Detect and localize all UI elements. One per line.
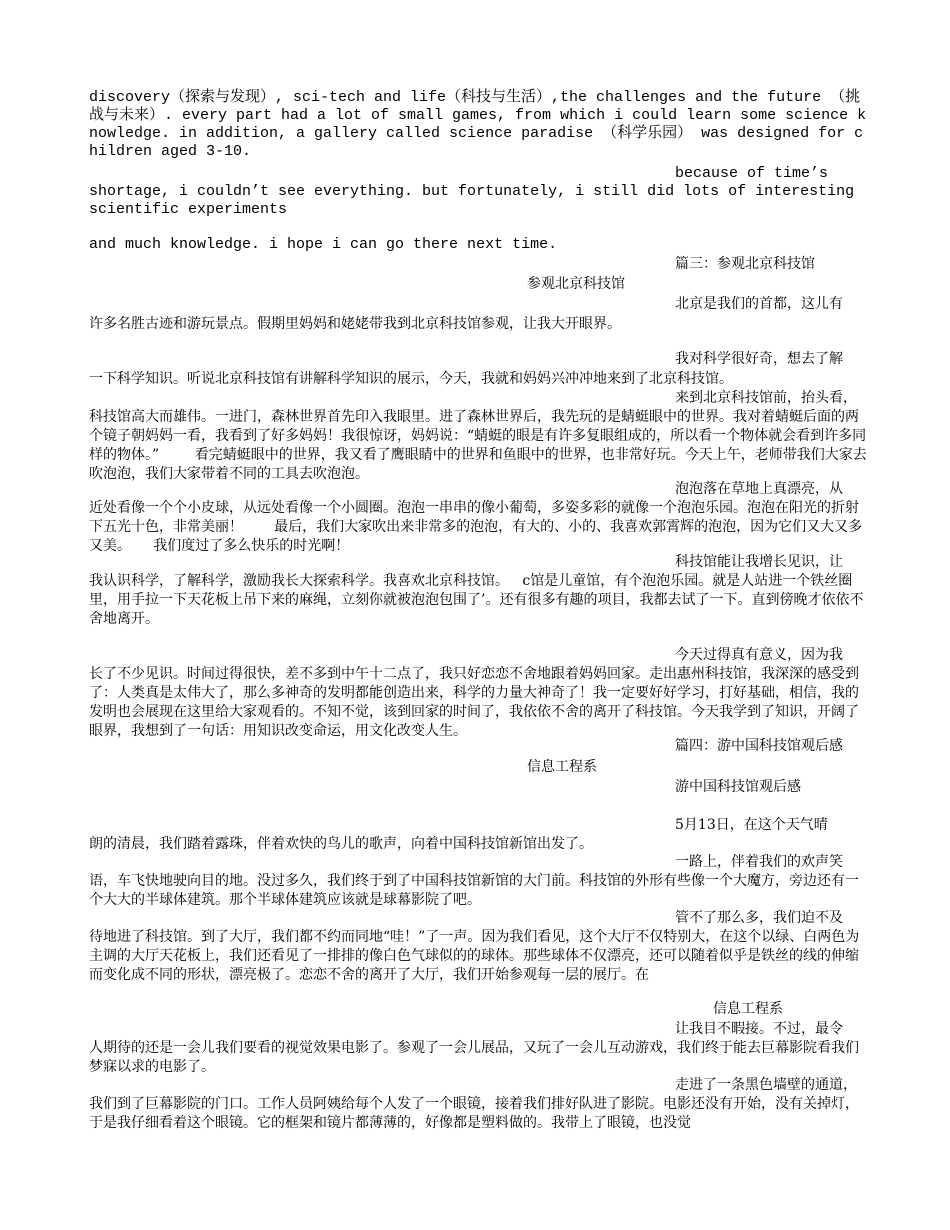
paragraph-lead: 一路上，伴着我们的欢声笑	[675, 854, 843, 870]
article-title: 参观北京科技馆	[527, 276, 625, 292]
paragraph-lead: 5月13日，在这个天气晴	[675, 817, 828, 833]
paragraph-lead: 今天过得真有意义，因为我	[675, 647, 843, 663]
paragraph: 长了不少见识。时间过得很快，差不多到中午十二点了，我只好恋恋不舍地跟着妈妈回家。走出惠州科技馆，我深深的感受到了：人类真是太伟大了，那么多神奇的发明都能创造出来，科学的力量大神奇了！我一定要好好学习，打好基础，相信，我的发明也会展现在这里给大家观看的。不知不觉，该到回家的时间了，我依依不舍的离开了科技馆。今天我学到了知识，开阔了眼界，我想到了一句话：用知识改变命运，用文化改变人生。	[89, 666, 859, 739]
section-heading: 篇四：游中国科技馆观后感	[675, 738, 843, 754]
paragraph-lead: 走进了一条黑色墙壁的通道，	[675, 1077, 857, 1093]
paragraph-lead: 泡泡落在草地上真漂亮，从	[675, 481, 843, 497]
paragraph: 朗的清晨，我们踏着露珠，伴着欢快的鸟儿的歌声，向着中国科技馆新馆出发了。	[89, 836, 593, 852]
department-label: 信息工程系	[713, 1001, 783, 1017]
paragraph: 科技馆高大而雄伟。一进门，森林世界首先印入我眼里。进了森林世界后，我先玩的是蜻蜓眼中的世界。我对着蜻蜓后面的两个镜子朝妈妈一看，我看到了好多妈妈！我很惊讶，妈妈说：“蜻蜓的眼是有许多复眼组成的，所以看一个物体就会看到许多同样的物体。” 看完蜻蜓眼中的世界，我又看了鹰眼睛中的世界和鱼眼中的世界，也非常好玩。今天上午，老师带我们大家去吹泡泡，我们大家带着不同的工具去吹泡泡。	[89, 409, 867, 482]
paragraph: 近处看像一个个小皮球，从远处看像一个小圆圈。泡泡一串串的像小葡萄，多姿多彩的就像一个泡泡乐园。泡泡在阳光的折射下五光十色，非常美丽！ 最后，我们大家吹出来非常多的泡泡，有大的、小的、我喜欢郭霄辉的泡泡，因为它们又大又多又美。 我们度过了多么快乐的时光啊！	[89, 500, 863, 554]
section-heading: 篇三：参观北京科技馆	[675, 256, 815, 272]
paragraph-lead: 我对科学很好奇，想去了解	[675, 351, 843, 367]
paragraph: 语，车飞快地驶向目的地。没过多久，我们终于到了中国科技馆新馆的大门前。科技馆的外形有些像一个大魔方，旁边还有一个大大的半球体建筑。那个半球体建筑应该就是球幕影院了吧。	[89, 873, 859, 908]
paragraph: 人期待的还是一会儿我们要看的视觉效果电影了。参观了一会儿展品，又玩了一会儿互动游戏，我们终于能去巨幕影院看我们梦寐以求的电影了。	[89, 1040, 859, 1075]
paragraph: 许多名胜古迹和游玩景点。假期里妈妈和姥姥带我到北京科技馆参观，让我大开眼界。	[89, 316, 621, 332]
paragraph: 一下科学知识。听说北京科技馆有讲解科学知识的展示，今天，我就和妈妈兴冲冲地来到了北京科技馆。	[89, 371, 733, 387]
department-label: 信息工程系	[527, 759, 597, 775]
english-paragraph: shortage, i couldn’t see everything. but fortunately, i still did lots of interesting scientific experiments	[89, 183, 864, 218]
paragraph: 待地进了科技馆。到了大厅，我们都不约而同地“哇！”了一声。因为我们看见，这个大厅不仅特别大，在这个以绿、白两色为主调的大厅天花板上，我们还看见了一排排的像白色气球似的的球体。那些球体不仅漂亮，还可以随着似乎是铁丝的线的伸缩而变化成不同的形状，漂亮极了。恋恋不舍的离开了大厅，我们开始参观每一层的展厅。在	[89, 929, 860, 983]
paragraph-lead: 科技馆能让我增长见识，让	[675, 554, 843, 570]
paragraph-lead: 管不了那么多，我们迫不及	[675, 910, 843, 926]
article-title: 游中国科技馆观后感	[675, 779, 801, 795]
english-paragraph: and much knowledge. i hope i can go there next time.	[89, 236, 558, 253]
paragraph-lead: 让我目不暇接。不过，最令	[675, 1021, 843, 1037]
paragraph: 我认识科学，了解科学，激励我长大探索科学。我喜欢北京科技馆。 c馆是儿童馆，有个泡泡乐园。就是人站进一个铁丝圈里，用手拉一下天花板上吊下来的麻绳，立刻你就被泡泡包围了’。还有很多有趣的项目，我都去试了一下。直到傍晚才依依不舍地离开。	[89, 573, 864, 627]
paragraph-lead: 来到北京科技馆前，抬头看，	[675, 390, 857, 406]
paragraph-lead: 北京是我们的首都，这儿有	[675, 296, 843, 312]
english-paragraph-lead: because of time’s	[675, 165, 829, 182]
english-paragraph: discovery（探索与发现）, sci-tech and life（科技与生活）,the challenges and the future （挑战与未来）. every part had a lot of small games, from which i could learn some science knowledge. in addition, a gallery called science paradise （科学乐园） was designed for children aged 3-10.	[89, 89, 867, 160]
paragraph: 我们到了巨幕影院的门口。工作人员阿姨给每个人发了一个眼镜，接着我们排好队进了影院。电影还没有开始，没有关掉灯，于是我仔细看着这个眼镜。它的框架和镜片都薄薄的，好像都是塑料做的。我带上了眼镜，也没觉	[89, 1096, 859, 1131]
